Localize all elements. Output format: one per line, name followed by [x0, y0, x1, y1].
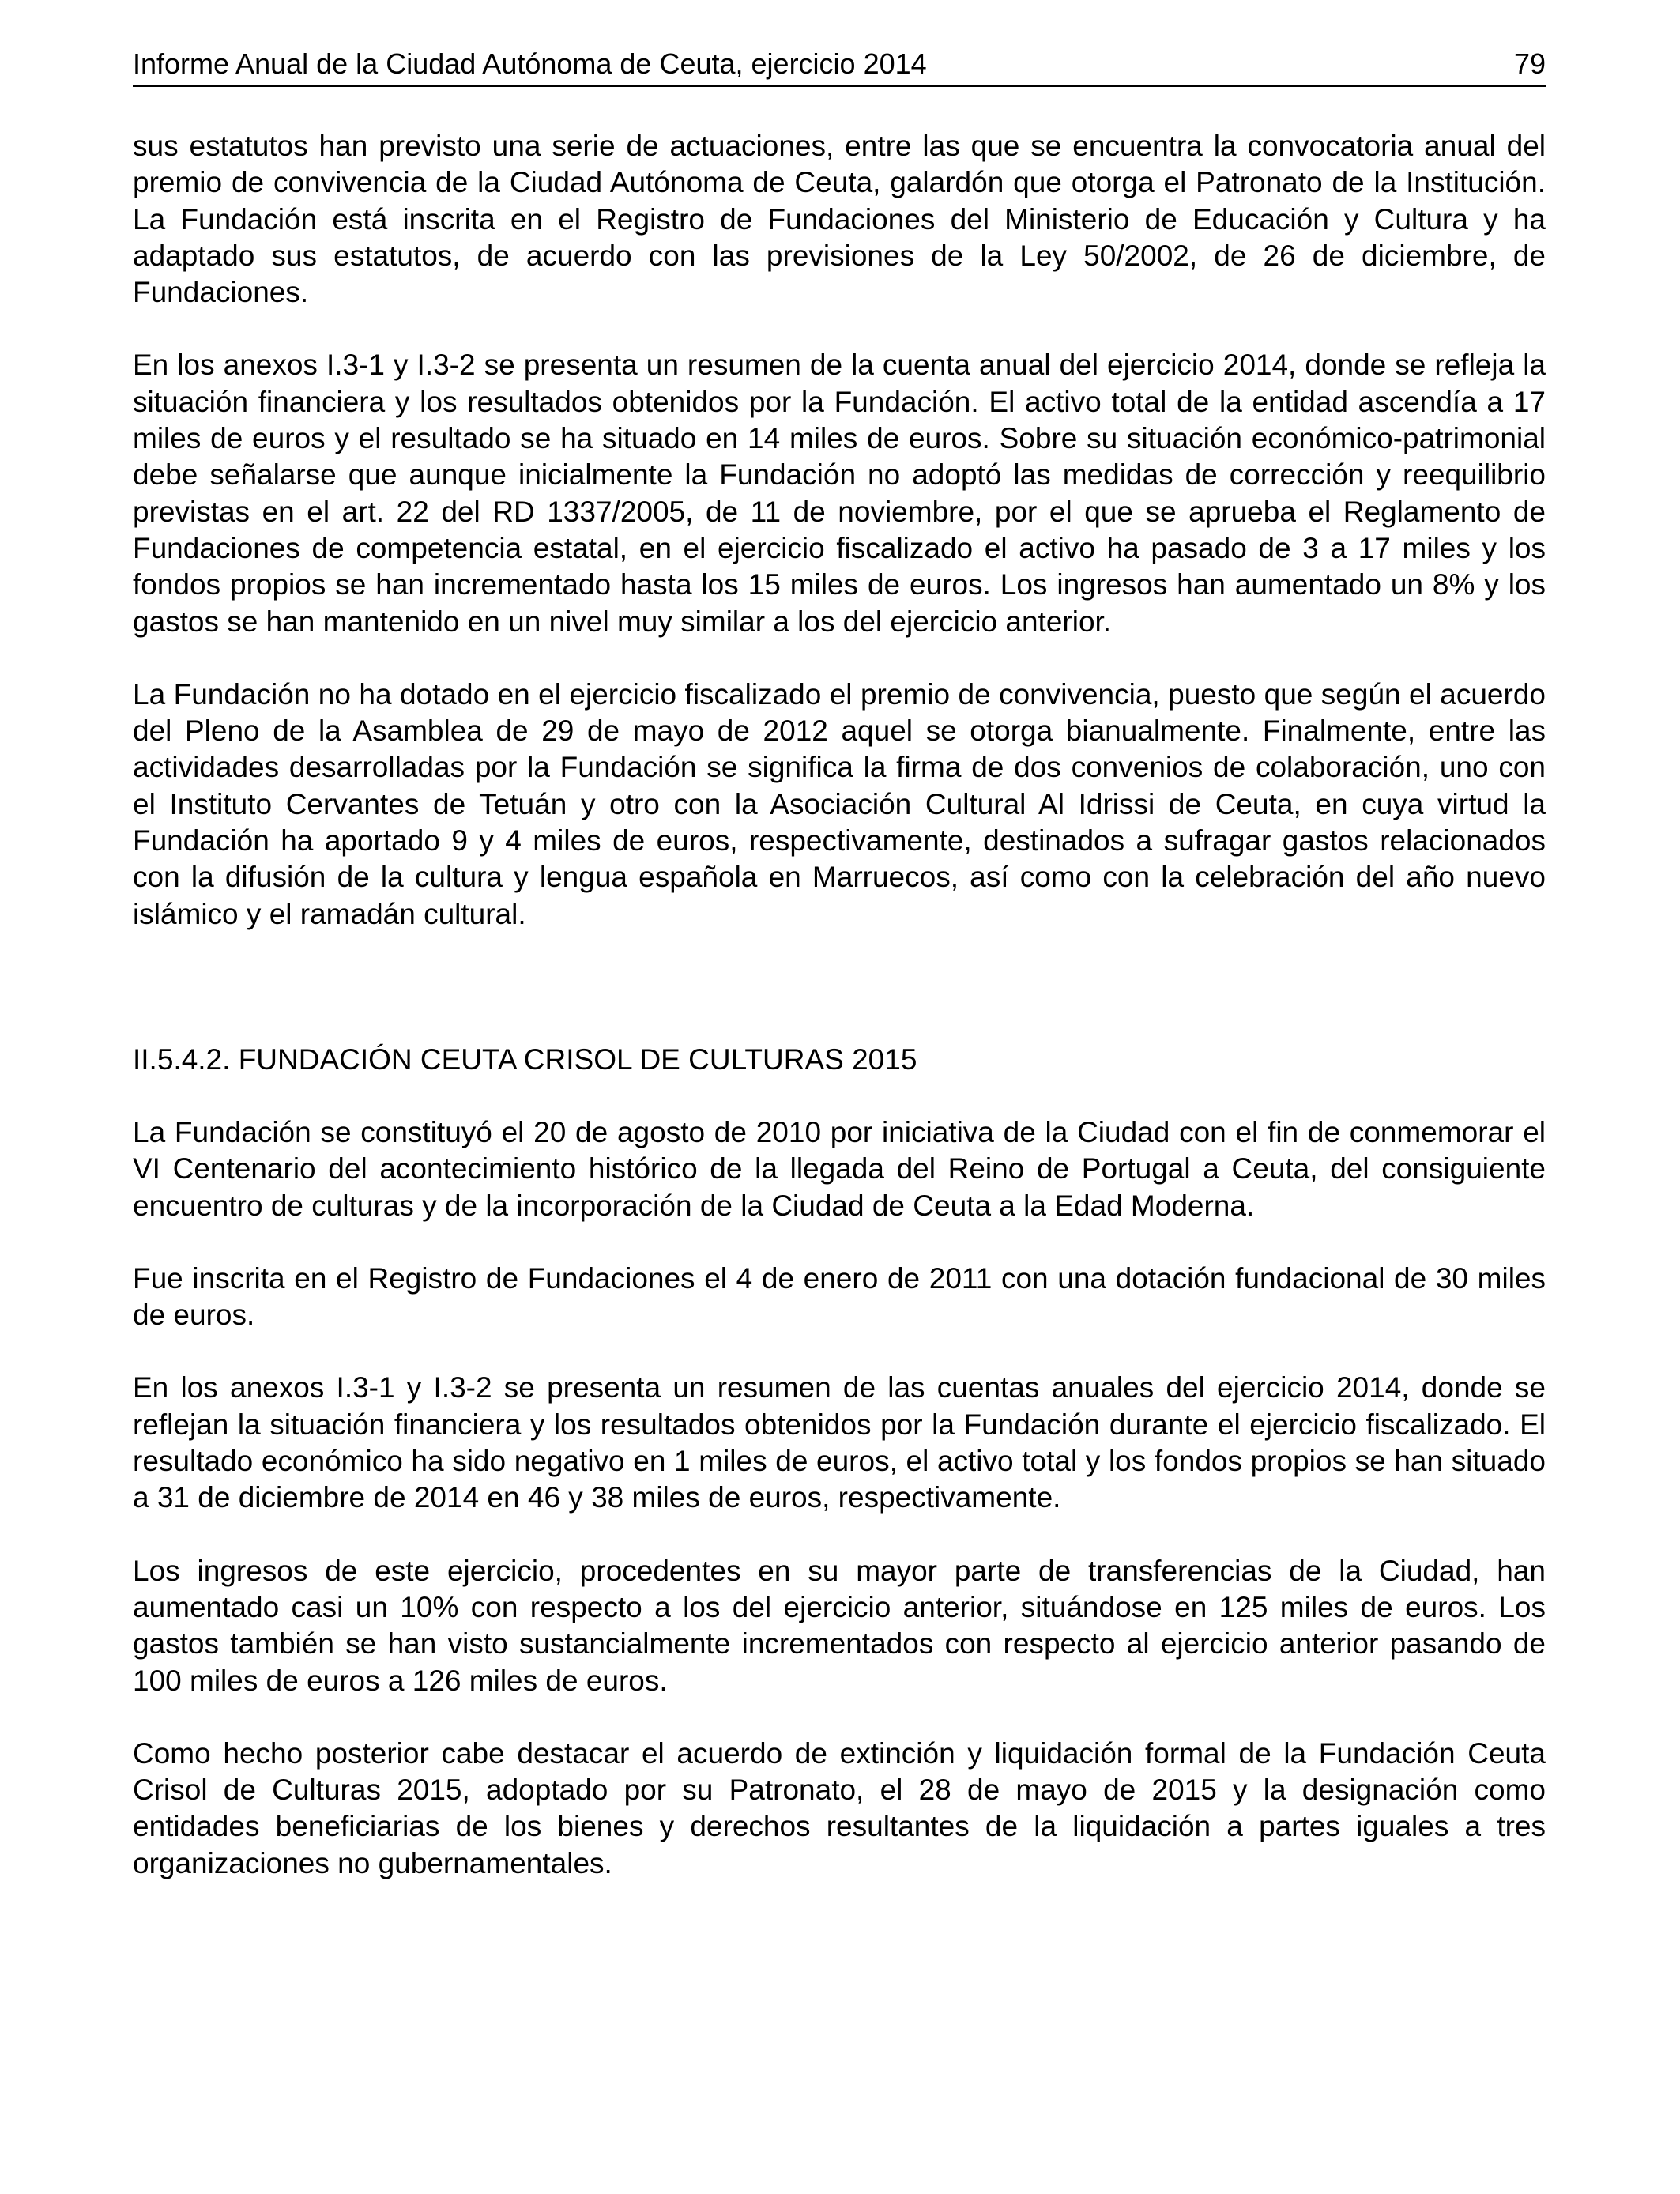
paragraph-statutes: sus estatutos han previsto una serie de actuaciones, entre las que se encuentra la convocatoria anual del premio de convivencia de la Ciudad Autónoma de Ceuta, galardón que otorga el Patronato de la Institución. La Fundación está inscrita en el Registro de Fundaciones del Ministerio de Educación y Cultura y ha adaptado sus estatutos, de acuerdo con las previsiones de la Ley 50/2002, de 26 de diciembre, de Fundaciones.: [133, 130, 1546, 309]
paragraph-annual-accounts: En los anexos I.3-1 y I.3-2 se presenta un resumen de la cuenta anual del ejercicio 2014, donde se refleja la situación financiera y los resultados obtenidos por la Fundación. El activo total de la entidad ascendía a 17 miles de euros y el resultado se ha situado en 14 miles de euros. Sobre su situación económico-patrimonial debe señalarse que aunque inicialmente la Fundación no adoptó las medidas de corrección y reequilibrio previstas en el art. 22 del RD 1337/2005, de 11 de noviembre, por el que se aprueba el Reglamento de Fundaciones de competencia estatal, en el ejercicio fiscalizado el activo ha pasado de 3 a 17 miles y los fondos propios se han incrementado hasta los 15 miles de euros. Los ingresos han aumentado un 8% y los gastos se han mantenido en un nivel muy similar a los del ejercicio anterior.: [133, 349, 1546, 638]
paragraph-convivencia-prize: La Fundación no ha dotado en el ejercicio fiscalizado el premio de convivencia, puesto que según el acuerdo del Pleno de la Asamblea de 29 de mayo de 2012 aquel se otorga bianualmente. Finalmente, entre las actividades desarrolladas por la Fundación se significa la firma de dos convenios de colaboración, uno con el Instituto Cervantes de Tetuán y otro con la Asociación Cultural Al Idrissi de Ceuta, en cuya virtud la Fundación ha aportado 9 y 4 miles de euros, respectivamente, destinados a sufragar gastos relacionados con la difusión de la cultura y lengua española en Marruecos, así como con la celebración del año nuevo islámico y el ramadán cultural.: [133, 677, 1546, 930]
section-spacer: [133, 969, 1546, 1042]
section-heading: II.5.4.2. FUNDACIÓN CEUTA CRISOL DE CULTURAS 2015: [133, 1042, 917, 1076]
paragraph-subsequent-event: Como hecho posterior cabe destacar el acuerdo de extinción y liquidación formal de la Fundación Ceuta Crisol de Culturas 2015, adoptado por su Patronato, el 28 de mayo de 2015 y la designación como entidades beneficiarias de los bienes y derechos resultantes de la liquidación a partes iguales a tres organizaciones no gubernamentales.: [133, 1736, 1546, 1879]
report-title: Informe Anual de la Ciudad Autónoma de Ceuta, ejercicio 2014: [133, 47, 927, 80]
page-number: 79: [1513, 47, 1546, 80]
running-header: [133, 46, 1546, 87]
paragraph-registration: Fue inscrita en el Registro de Fundaciones el 4 de enero de 2011 con una dotación fundacional de 30 miles de euros.: [133, 1261, 1546, 1332]
body-content: [133, 128, 1546, 1918]
paragraph-income-expenses: Los ingresos de este ejercicio, procedentes en su mayor parte de transferencias de la Ciudad, han aumentado casi un 10% con respecto a los del ejercicio anterior, situándose en 125 miles de euros. Los gastos también se han visto sustancialmente incrementados con respecto al ejercicio anterior pasando de 100 miles de euros a 126 miles de euros.: [133, 1554, 1546, 1697]
paragraph-constitution: La Fundación se constituyó el 20 de agosto de 2010 por iniciativa de la Ciudad con el fin de conmemorar el VI Centenario del acontecimiento histórico de la llegada del Reino de Portugal a Ceuta, del consiguiente encuentro de culturas y de la incorporación de la Ciudad de Ceuta a la Edad Moderna.: [133, 1115, 1546, 1222]
paragraph-financial-results: En los anexos I.3-1 y I.3-2 se presenta un resumen de las cuentas anuales del ejercicio 2014, donde se reflejan la situación financiera y los resultados obtenidos por la Fundación durante el ejercicio fiscalizado. El resultado económico ha sido negativo en 1 miles de euros, el activo total y los fondos propios se han situado a 31 de diciembre de 2014 en 46 y 38 miles de euros, respectivamente.: [133, 1371, 1546, 1514]
